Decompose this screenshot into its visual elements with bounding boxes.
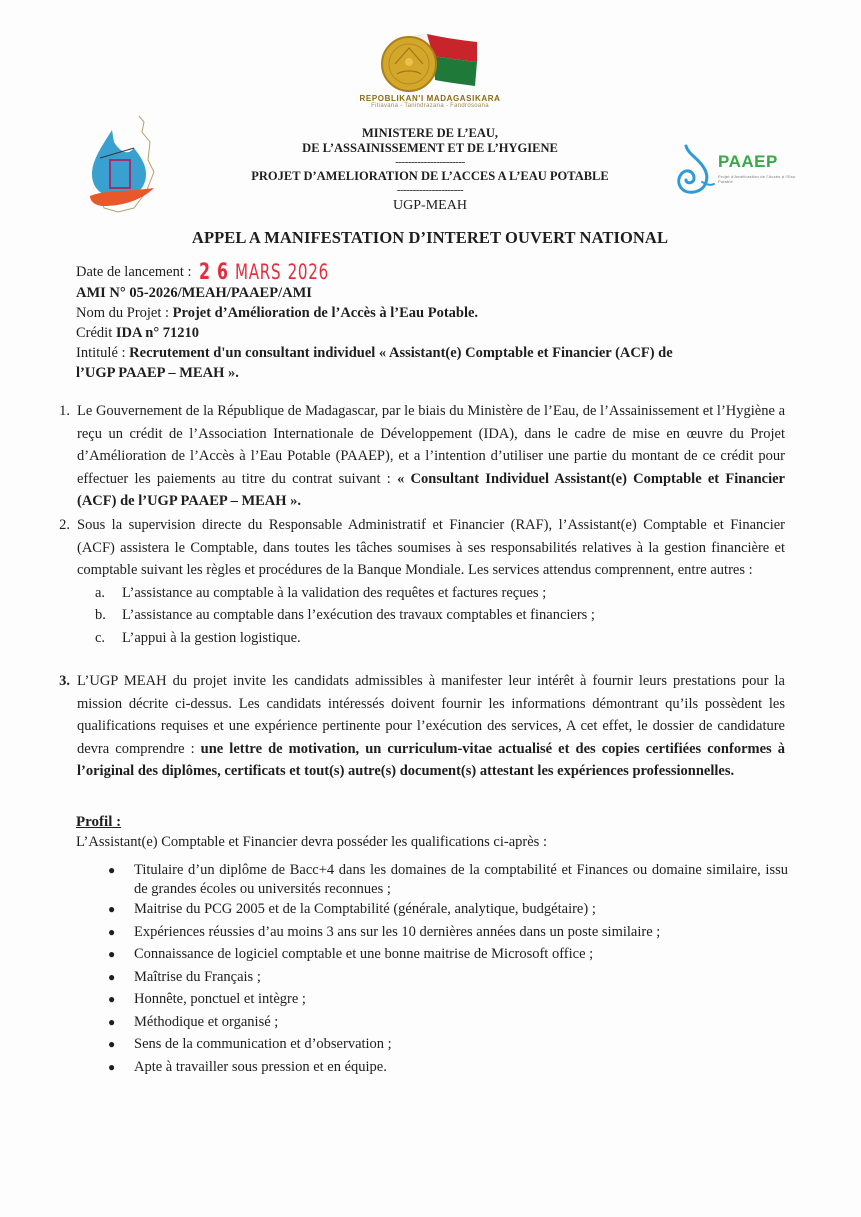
bullet-icon: ● bbox=[108, 992, 116, 1006]
list-item bbox=[108, 861, 788, 898]
intitule-value: Recrutement d'un consultant individuel « Assistant(e) Comptable et Financier (ACF) de bbox=[129, 345, 673, 361]
list-item bbox=[108, 988, 788, 1011]
item-text: Sens de la communication et d’observation ; bbox=[134, 1036, 392, 1052]
list-item bbox=[108, 943, 788, 966]
project-name: Projet d’Amélioration de l’Accès à l’Eau Potable. bbox=[172, 305, 479, 321]
separator: --------------------- bbox=[396, 184, 464, 196]
ministry-header bbox=[200, 126, 660, 215]
section-number: 2. bbox=[59, 517, 70, 533]
bullet-icon: ● bbox=[108, 902, 116, 916]
section-bold-text: une lettre de motivation, un curriculum-vitae actualisé et des copies certifiées conformes à l’original des diplômes, certificats et tout(s) autre(s) document(s) attestant les expériences professionnelles. bbox=[77, 740, 785, 779]
project-label: Nom du Projet : bbox=[76, 305, 170, 321]
republic-name: REPOBLIKAN'I MADAGASIKARA bbox=[359, 94, 501, 103]
bullet-icon: ● bbox=[108, 1014, 116, 1029]
intitule-value-cont: l’UGP PAAEP – MEAH ». bbox=[76, 365, 239, 381]
item-letter: c. bbox=[95, 629, 106, 646]
item-text: L’assistance au comptable à la validation des requêtes et factures reçues ; bbox=[122, 584, 547, 601]
list-item bbox=[108, 921, 788, 944]
separator: ---------------------- bbox=[395, 156, 465, 168]
list-item bbox=[108, 966, 788, 989]
launch-date-stamp bbox=[199, 262, 329, 283]
list-item bbox=[108, 1056, 788, 1079]
item-text: Connaissance de logiciel comptable et une bonne maitrise de Microsoft office ; bbox=[134, 946, 594, 962]
profil-qualifications-list bbox=[108, 861, 788, 1078]
list-item bbox=[108, 898, 788, 921]
bullet-icon: ● bbox=[108, 924, 116, 939]
drop-swirl-icon bbox=[679, 146, 707, 192]
list-item bbox=[77, 582, 785, 605]
item-letter: a. bbox=[95, 584, 106, 601]
paaep-logo-subtitle: Projet d'Amélioration de l'Accès à l'Eau Potable bbox=[718, 174, 796, 184]
profil-intro: L’Assistant(e) Comptable et Financier devra posséder les qualifications ci-après : bbox=[76, 834, 547, 850]
section-1 bbox=[40, 400, 785, 513]
stamp-year: 2026 bbox=[287, 260, 330, 284]
item-text: Expériences réussies d’au moins 3 ans sur les 10 dernières années dans un poste similaire ; bbox=[134, 923, 661, 940]
section-3 bbox=[40, 670, 785, 783]
project-name-row bbox=[76, 303, 796, 323]
item-text: Titulaire d’un diplôme de Bacc+4 dans les domaines de la comptabilité et Finances ou domaine similaire, issu de grandes écoles ou universités reconnues ; bbox=[134, 862, 788, 897]
intitule-label: Intitulé : bbox=[76, 345, 126, 361]
list-item bbox=[77, 627, 785, 650]
bullet-icon: ● bbox=[108, 1037, 116, 1051]
list-item bbox=[77, 604, 785, 627]
project-line: PROJET D’AMELIORATION DE L’ACCES A L’EAU POTABLE bbox=[251, 169, 609, 183]
item-text: Honnête, ponctuel et intègre ; bbox=[134, 991, 306, 1007]
stamp-month: MARS bbox=[235, 260, 282, 284]
item-text: Maitrise du PCG 2005 et de la Comptabilité (générale, analytique, budgétaire) ; bbox=[134, 901, 596, 917]
item-text: L’appui à la gestion logistique. bbox=[122, 629, 301, 646]
section-text: Le Gouvernement de la République de Madagascar, par le biais du Ministère de l’Eau, de l’Assainissement et l’Hygiène a reçu un crédit de l’Association Internationale de Développement (IDA), dans le cadre de mise en œuvre du Projet d’Amélioration de l’Accès à l’Eau Potable (PAAEP), et a l’intention d’utiliser une partie du montant de ce crédit pour effectuer les paiements au titre du contrat suivant : bbox=[77, 403, 785, 487]
document-title: APPEL A MANIFESTATION D’INTERET OUVERT NATIONAL bbox=[191, 228, 669, 247]
section-2 bbox=[40, 514, 785, 649]
list-item bbox=[108, 1011, 788, 1034]
section-bold-text: « Consultant Individuel Assistant(e) Comptable et Financier (ACF) de l’UGP PAAEP – MEAH ». bbox=[77, 470, 785, 509]
section-number: 1. bbox=[59, 403, 70, 419]
bullet-icon: ● bbox=[108, 1059, 116, 1074]
ministry-line-2: DE L’ASSAINISSEMENT ET DE L’HYGIENE bbox=[302, 141, 558, 155]
launch-date-label: Date de lancement : bbox=[76, 264, 192, 280]
credit-value: IDA n° 71210 bbox=[115, 325, 200, 341]
profil-heading: Profil : bbox=[76, 814, 122, 830]
section-number: 3. bbox=[59, 673, 70, 689]
item-text: L’assistance au comptable dans l’exécution des travaux comptables et financiers ; bbox=[122, 607, 595, 623]
item-text: Maîtrise du Français ; bbox=[134, 968, 261, 985]
bullet-icon: ● bbox=[108, 863, 116, 877]
bullet-icon: ● bbox=[108, 969, 116, 984]
stamp-day: 2 6 bbox=[199, 260, 229, 285]
ministry-water-logo bbox=[84, 112, 164, 218]
unit-name: UGP-MEAH bbox=[393, 198, 467, 213]
list-item bbox=[108, 1033, 788, 1056]
credit-label: Crédit bbox=[76, 325, 113, 341]
services-list bbox=[77, 582, 785, 650]
section-text: Sous la supervision directe du Responsable Administratif et Financier (RAF), l’Assistant(e) Comptable et Financier (ACF) assistera le Comptable, dans toutes les tâches soumises à ses responsabilités relatives à la gestion financière et comptable suivant les règles et procédures de la Banque Mondiale. Les services attendus comprennent, entre autres : bbox=[77, 517, 785, 578]
launch-date-row bbox=[76, 262, 796, 283]
intitule-row bbox=[76, 343, 796, 383]
bullet-icon: ● bbox=[108, 947, 116, 961]
republic-motto: Fitiavana - Tanindrazana - Fandrosoana bbox=[371, 103, 489, 109]
paaep-logo-text: PAAEP bbox=[718, 152, 778, 171]
section-text: L’UGP MEAH du projet invite les candidats admissibles à manifester leur intérêt à fournir leurs prestations pour la mission décrite ci-dessus. Les candidats intéressés doivent fournir les informations démontrant qu’ils possèdent les qualifications requises et une expérience pertinente pour l’exécution des services, A cet effet, le dossier de candidature devra comprendre : bbox=[77, 673, 785, 757]
item-text: Méthodique et organisé ; bbox=[134, 1013, 279, 1030]
gold-seal-icon bbox=[382, 37, 436, 91]
item-letter: b. bbox=[95, 607, 106, 623]
ami-number: AMI N° 05-2026/MEAH/PAAEP/AMI bbox=[76, 285, 312, 301]
info-block bbox=[76, 262, 796, 383]
credit-row bbox=[76, 323, 796, 343]
item-text: Apte à travailler sous pression et en équipe. bbox=[134, 1058, 387, 1075]
ministry-line-1: MINISTERE DE L’EAU, bbox=[361, 126, 499, 140]
